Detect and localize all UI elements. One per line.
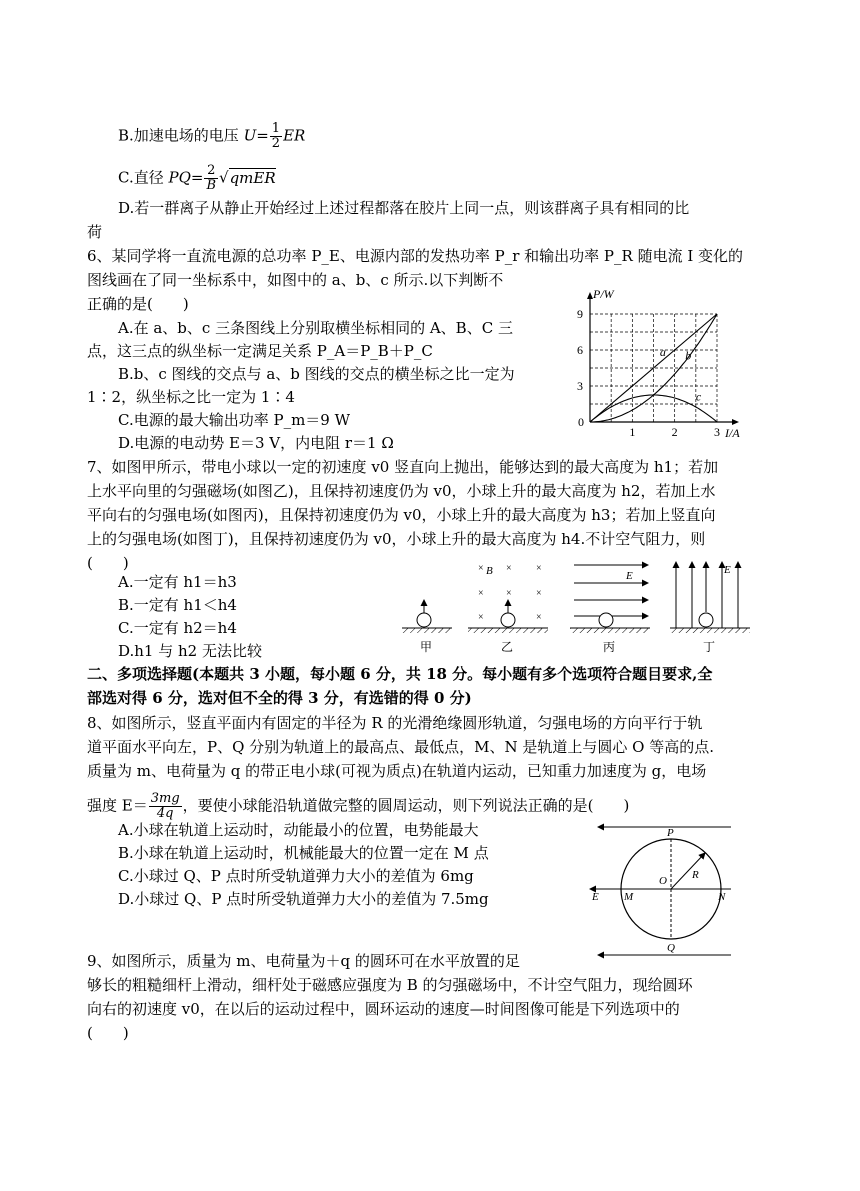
q7-stem-line2: 上水平向里的匀强磁场(如图乙)，且保持初速度仍为 v0，小球上升的最大高度为 h2，若加上水 — [87, 482, 716, 500]
svg-text:×: × — [478, 588, 484, 599]
q8-stem-line2: 道平面水平向左，P、Q 分别为轨道上的最高点、最低点，M、N 是轨道上与圆心 O 等高的点. — [87, 738, 715, 756]
figure-jia — [402, 600, 452, 633]
q7-stem-line5: ( ) — [87, 554, 129, 572]
q7-figures — [400, 558, 760, 658]
q8-option-b: B.小球在轨道上运动时，机械能最大的位置一定在 M 点 — [118, 844, 489, 862]
q5-c-num: 2 — [204, 164, 218, 179]
svg-text:×: × — [506, 588, 512, 599]
series-b-label: b — [685, 348, 692, 363]
q6-option-a-line2: 点，这三点的纵坐标一定满足关系 P_A＝P_B＋P_C — [87, 342, 433, 360]
fig-label-yi: 乙 — [501, 640, 514, 654]
q6-option-d: D.电源的电动势 E＝3 V，内电阻 r＝1 Ω — [118, 434, 394, 452]
q5-c-den: B — [206, 178, 217, 193]
fig-e-label-bing: E — [626, 570, 633, 582]
q8-e-den: 4q — [156, 806, 174, 821]
q8-stem-line3: 质量为 m、电荷量为 q 的带正电小球(可视为质点)在轨道内运动，已知重力加速度为 g，电场 — [87, 762, 707, 780]
q5-b-fraction — [270, 122, 282, 151]
q5-b-text: B.加速电场的电压 — [118, 126, 244, 145]
q5-c-var: PQ — [168, 168, 191, 187]
q5-c-text: C.直径 — [118, 168, 169, 187]
q5-c-eq: = — [190, 168, 204, 187]
q5-b-post: ER — [283, 126, 306, 145]
label-q: Q — [667, 942, 675, 954]
q7-stem-line3: 平向右的匀强电场(如图丙)，且保持初速度仍为 v0，小球上升的最大高度为 h3；若加上竖直向 — [87, 506, 716, 524]
q7-stem-line4: 上的匀强电场(如图丁)，且保持初速度仍为 v0，小球上升的最大高度为 h4.不计空气阻力，则 — [87, 530, 706, 548]
section2-heading-line1: 二、多项选择题(本题共 3 小题，每小题 6 分，共 18 分。每小题有多个选项符合题目要求,全 — [87, 665, 713, 683]
svg-text:×: × — [536, 563, 542, 574]
q7-option-c: C.一定有 h2＝h4 — [118, 619, 237, 637]
q7-option-a: A.一定有 h1＝h3 — [118, 573, 237, 591]
q8-circle-track-figure — [586, 822, 736, 962]
y-tick-9: 9 — [577, 307, 583, 321]
q9-stem-line4: ( ) — [87, 1024, 129, 1042]
q9-stem-line1: 9、如图所示，质量为 m、电荷量为＋q 的圆环可在水平放置的足 — [87, 952, 520, 970]
q6-option-a-line1: A.在 a、b、c 三条图线上分别取横坐标相同的 A、B、C 三 — [118, 319, 513, 337]
figure-bing — [570, 565, 650, 633]
q8-line4-pre: 强度 E＝ — [87, 796, 148, 815]
figure-yi — [468, 563, 548, 633]
q8-option-a: A.小球在轨道上运动时，动能最小的位置，电势能最大 — [118, 821, 479, 839]
q8-stem-line4 — [87, 792, 629, 821]
q7-stem-line1: 7、如图甲所示，带电小球以一定的初速度 v0 竖直向上抛出，能够达到的最大高度为 h1；若加 — [87, 458, 719, 476]
q6-stem-line1: 6、某同学将一直流电源的总功率 P_E、电源内部的发热功率 P_r 和输出功率 P_R 随电流 I 变化的 — [87, 247, 744, 265]
q5-c-root: qmER — [229, 168, 276, 187]
x-tick-3: 3 — [714, 425, 720, 439]
fig-b-label: B — [486, 565, 493, 577]
q8-e-fraction — [149, 792, 182, 821]
y-axis-label: P/W — [593, 287, 614, 301]
q6-option-c: C.电源的最大输出功率 P_m＝9 W — [118, 411, 351, 429]
q7-option-b: B.一定有 h1＜h4 — [118, 596, 237, 614]
q5-b-var: U — [243, 126, 257, 145]
y-tick-3: 3 — [577, 379, 583, 393]
fig-label-ding: 丁 — [703, 640, 716, 654]
x-tick-1: 1 — [629, 425, 636, 439]
label-e: E — [592, 891, 599, 903]
label-m: M — [624, 891, 634, 903]
q8-e-num: 3mg — [150, 791, 180, 806]
q5-b-eq: = — [256, 126, 269, 145]
svg-text:×: × — [536, 612, 542, 623]
q5-option-b — [118, 122, 305, 151]
q6-stem-line2: 图线画在了同一坐标系中，如图中的 a、b、c 所示.以下判断不 — [87, 271, 504, 289]
q9-stem-line2: 够长的粗糙细杆上滑动，细杆处于磁感应强度为 B 的匀强磁场中，不计空气阻力，现给圆环 — [87, 976, 693, 994]
figure-ding — [670, 562, 750, 633]
label-r: R — [692, 869, 699, 881]
svg-text:×: × — [478, 563, 484, 574]
fig-e-label-ding: E — [724, 564, 731, 576]
q5-option-c: C.直径 PQ= $\frac{2}{B}$ √qmER — [118, 163, 276, 193]
q5-c-fraction — [204, 164, 218, 193]
section2-heading-line2: 部选对得 6 分，选对但不全的得 3 分，有选错的得 0 分) — [87, 689, 472, 707]
x-tick-0: 0 — [578, 415, 584, 429]
label-o: O — [659, 875, 667, 887]
svg-text:×: × — [478, 612, 484, 623]
q5-b-num: 1 — [271, 121, 281, 136]
svg-text:×: × — [536, 588, 542, 599]
power-current-chart — [572, 282, 762, 442]
q9-stem-line3: 向右的初速度 v0，在以后的运动过程中，圆环运动的速度—时间图像可能是下列选项中的 — [87, 1000, 680, 1018]
fig-label-jia: 甲 — [420, 640, 433, 654]
q5-option-d-line2: 荷 — [87, 223, 103, 241]
label-n: N — [718, 891, 726, 903]
series-a-label: a — [659, 345, 666, 359]
x-axis-label: I/A — [725, 426, 740, 440]
fig-label-bing: 丙 — [603, 640, 616, 654]
q5-option-d-line1: D.若一群离子从静止开始经过上述过程都落在胶片上同一点，则该群离子具有相同的比 — [118, 199, 690, 217]
q5-b-den: 2 — [271, 136, 281, 151]
label-p: P — [667, 827, 674, 839]
y-tick-6: 6 — [577, 343, 583, 357]
q6-option-b-line2: 1∶2，纵坐标之比一定为 1∶4 — [87, 388, 295, 406]
q8-option-c: C.小球过 Q、P 点时所受轨道弹力大小的差值为 6mg — [118, 867, 474, 885]
svg-text:×: × — [506, 563, 512, 574]
q6-stem-line3: 正确的是( ) — [87, 295, 189, 313]
x-axis-arrow — [732, 419, 739, 425]
q8-line4-post: ，要使小球能沿轨道做完整的圆周运动，则下列说法正确的是( ) — [182, 796, 630, 815]
x-tick-2: 2 — [671, 425, 678, 439]
q6-option-b-line1: B.b、c 图线的交点与 a、b 图线的交点的横坐标之比一定为 — [118, 365, 515, 383]
q8-option-d: D.小球过 Q、P 点时所受轨道弹力大小的差值为 7.5mg — [118, 890, 489, 908]
q8-stem-line1: 8、如图所示，竖直平面内有固定的半径为 R 的光滑绝缘圆形轨道，匀强电场的方向平行于轨 — [87, 714, 703, 732]
q7-option-d: D.h1 与 h2 无法比较 — [118, 642, 262, 660]
series-c-label: c — [695, 389, 702, 404]
